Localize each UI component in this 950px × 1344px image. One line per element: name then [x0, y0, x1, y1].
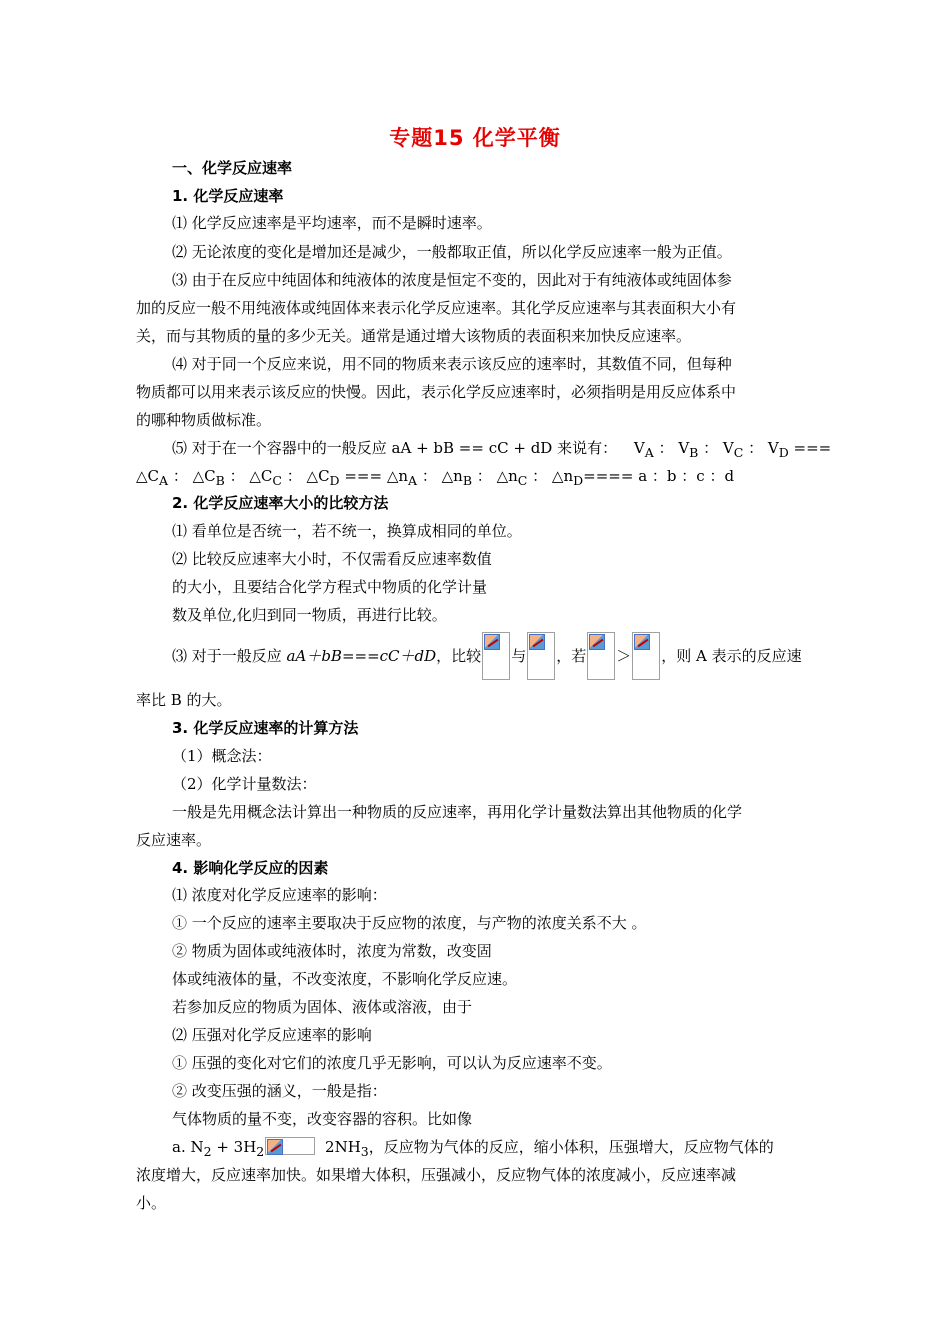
broken-image-icon: [634, 634, 650, 650]
broken-image-icon: [267, 1139, 283, 1155]
delta-c-symbol: $\triangle C_B$: [192, 467, 225, 488]
equilibrium-arrow-placeholder: [265, 1137, 315, 1155]
broken-image-icon: [589, 634, 605, 650]
paragraph-line: ⑵ 无论浓度的变化是增加还是减少，一般都取正值，所以化学反应速率一般为正值。: [172, 243, 732, 261]
subsection-heading: 1. 化学反应速率: [172, 187, 284, 205]
paragraph-line: 的哪种物质做标准。: [136, 411, 272, 429]
velocity-symbol: $V_D$: [767, 439, 789, 460]
paragraph-line: ⑵ 比较反应速率大小时，不仅需看反应速率数值: [172, 550, 492, 568]
broken-image-icon: [529, 634, 545, 650]
page-title: 专题15 化学平衡: [389, 126, 561, 150]
subsection-heading: 4. 影响化学反应的因素: [172, 859, 329, 877]
paragraph-line: ⑴ 浓度对化学反应速率的影响：: [172, 886, 387, 904]
paragraph-line: ② 物质为固体或纯液体时，浓度为常数，改变固: [172, 942, 492, 960]
velocity-symbol: $V_C$: [722, 439, 744, 460]
equation-line: a. $N_2 + 3H_2$ $2NH_3$，反应物为气体的反应，缩小体积，压强增大，反应物气体的: [172, 1138, 774, 1159]
paragraph-line: 小。: [136, 1194, 167, 1212]
formula-image-placeholder: [527, 632, 555, 680]
paragraph-line: （2）化学计量数法：: [172, 775, 317, 793]
paragraph-line: ⑴ 看单位是否统一，若不统一，换算成相同的单位。: [172, 522, 522, 540]
formula-image-placeholder: [482, 632, 510, 680]
paragraph-line: （1）概念法：: [172, 747, 272, 765]
paragraph-line: ① 一个反应的速率主要取决于反应物的浓度，与产物的浓度关系不大 。: [172, 914, 647, 932]
comparison-line: ⑶ 对于一般反应 aA＋bB===cC＋dD，比较 与 ，若 ＞ ，则 A 表示的反应速: [172, 632, 802, 680]
paragraph-line: 浓度增大，反应速率加快。如果增大体积，压强减小，反应物气体的浓度减小，反应速率减: [136, 1166, 737, 1184]
paragraph-line: 的大小，且要结合化学方程式中物质的化学计量: [172, 578, 488, 596]
delta-c-symbol: $\triangle C_A$: [136, 467, 169, 488]
velocity-symbol: $V_A$: [633, 439, 654, 460]
section-heading: 一、化学反应速率: [172, 159, 293, 177]
paragraph-line: ⑵ 压强对化学反应速率的影响: [172, 1026, 372, 1044]
paragraph-line: 率比 B 的大。: [136, 691, 232, 709]
paragraph-line: ⑴ 化学反应速率是平均速率，而不是瞬时速率。: [172, 214, 492, 232]
paragraph-line: 物质都可以用来表示该反应的快慢。因此，表示化学反应速率时，必须指明是用反应体系中: [136, 383, 737, 401]
paragraph-line: 关，而与其物质的量的多少无关。通常是通过增大该物质的表面积来加快反应速率。: [136, 327, 692, 345]
paragraph-line: 数及单位,化归到同一物质，再进行比较。: [172, 606, 447, 624]
subsection-heading: 2. 化学反应速率大小的比较方法: [172, 494, 389, 512]
delta-n-symbol: $\triangle n_A$: [386, 467, 418, 488]
broken-image-icon: [484, 634, 500, 650]
formula-image-placeholder: [587, 632, 615, 680]
delta-n-symbol: $\triangle n_D$: [551, 467, 584, 488]
paragraph-line: 气体物质的量不变，改变容器的容积。比如像: [172, 1110, 473, 1128]
paragraph-line: 加的反应一般不用纯液体或纯固体来表示化学反应速率。其化学反应速率与其表面积大小有: [136, 299, 737, 317]
rate-ratio-text: ⑸ 对于在一个容器中的一般反应 aA + bB == cC + dD 来说有：: [172, 439, 618, 457]
paragraph-line: 一般是先用概念法计算出一种物质的反应速率，再用化学计量数法算出其他物质的化学: [172, 803, 743, 821]
paragraph-line: 体或纯液体的量，不改变浓度，不影响化学反应速。: [172, 970, 518, 988]
paragraph-line: ① 压强的变化对它们的浓度几乎无影响，可以认为反应速率不变。: [172, 1054, 612, 1072]
paragraph-line: 反应速率。: [136, 831, 212, 849]
rate-ratio-line: $\triangle C_A$ ： $\triangle C_B$ ： $\triangle C_C$ ： $\triangle C_D$ === $\triangle n_A$ ： $\triangle n_B$ ： $\triangle n_C$ ： $\triangle n_D==== a$ ：b ：c ：d: [136, 467, 735, 488]
paragraph-line: 若参加反应的物质为固体、液体或溶液，由于: [172, 998, 473, 1016]
delta-c-symbol: $\triangle C_D$: [306, 467, 340, 488]
delta-n-symbol: $\triangle n_C$: [496, 467, 528, 488]
paragraph-line: ② 改变压强的涵义，一般是指：: [172, 1082, 387, 1100]
paragraph-line: ⑷ 对于同一个反应来说，用不同的物质来表示该反应的速率时，其数值不同，但每种: [172, 355, 732, 373]
subsection-heading: 3. 化学反应速率的计算方法: [172, 719, 359, 737]
velocity-symbol: $V_B$: [678, 439, 699, 460]
rate-ratio-line: ⑸ 对于在一个容器中的一般反应 aA + bB == cC + dD 来说有： $V_A$ ： $V_B$ ： $V_C$ ： $V_D$ ===: [172, 439, 832, 460]
formula-image-placeholder: [632, 632, 660, 680]
delta-n-symbol: $\triangle n_B$: [441, 467, 473, 488]
delta-c-symbol: $\triangle C_C$: [249, 467, 282, 488]
paragraph-line: ⑶ 由于在反应中纯固体和纯液体的浓度是恒定不变的，因此对于有纯液体或纯固体参: [172, 271, 732, 289]
